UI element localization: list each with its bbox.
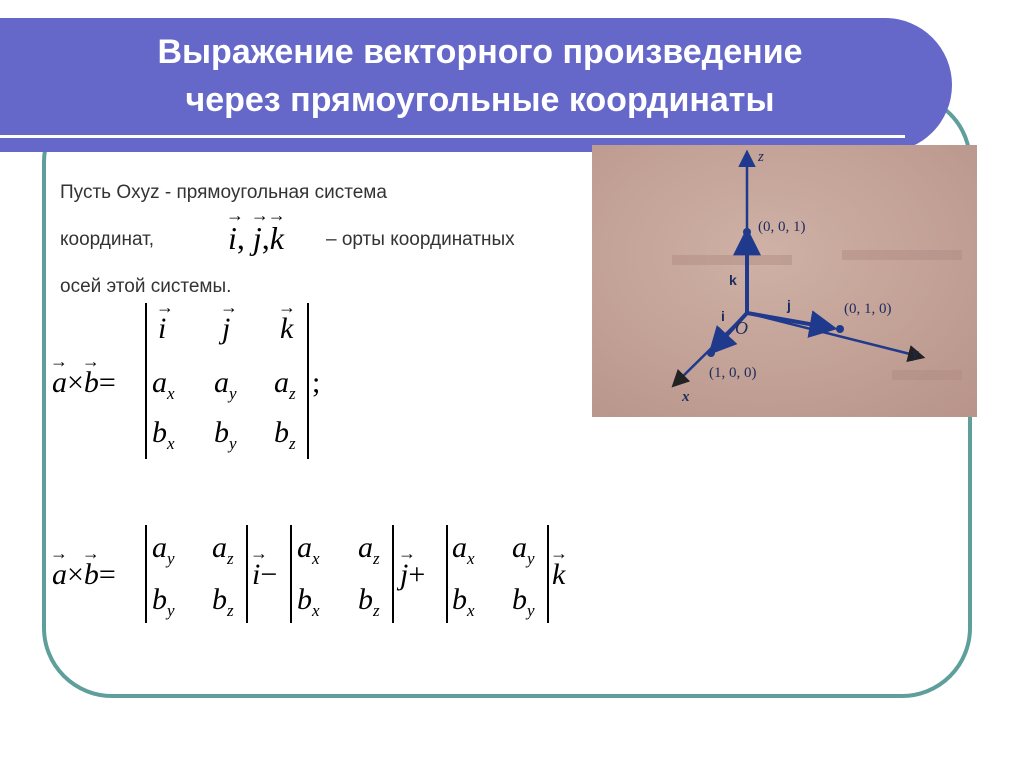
point-001-dot <box>743 228 751 236</box>
f2-j-plus <box>400 560 425 590</box>
slide-title <box>60 28 900 124</box>
formula1-lhs <box>52 368 116 398</box>
det2a-r2c2 <box>212 583 234 620</box>
origin-label: O <box>735 318 748 338</box>
formula2-lhs <box>52 560 116 590</box>
det1-ax-sub: x <box>167 384 175 403</box>
x-label: x <box>682 389 690 405</box>
det1-right-bar <box>307 303 309 459</box>
det1-ax-a: a <box>152 366 167 399</box>
det1-j: → j <box>222 314 230 344</box>
f2-vec-k: → k <box>552 560 565 590</box>
title-line-1: Выражение векторного произведение <box>157 33 803 71</box>
equals-sign: = <box>98 366 116 399</box>
point-010-dot <box>836 325 844 333</box>
det2c-r1c1 <box>452 531 475 568</box>
det1-ay-a: a <box>214 366 229 399</box>
d2b-az-sub: z <box>373 549 380 568</box>
para-line-2a: координат, <box>60 229 155 250</box>
d2c-ay-a: a <box>512 531 527 564</box>
d2c-ax-a: a <box>452 531 467 564</box>
det1-az-a: a <box>274 366 289 399</box>
d2b-bz-b: b <box>358 583 373 616</box>
d2a-bz-sub: z <box>227 601 234 620</box>
det1-bx-sub: x <box>167 434 175 453</box>
det2b-r2c1 <box>297 583 320 620</box>
det1-by-b: b <box>214 416 229 449</box>
faint-text-2 <box>842 250 962 260</box>
det1-r1c3 <box>280 314 293 344</box>
para-line-1: Пусть Oxyz - прямоугольная система <box>60 182 387 203</box>
det2b-r1c2 <box>358 531 380 568</box>
det2c-r2c2 <box>512 583 535 620</box>
det2c-r2c1 <box>452 583 475 620</box>
det1-r1c2 <box>222 314 230 344</box>
j-label: j <box>787 297 791 313</box>
vec-k: → k <box>270 222 284 254</box>
det1-r2c3 <box>274 366 296 403</box>
y-label: y <box>912 346 919 362</box>
para-line-2b: – орты координатных <box>326 229 515 250</box>
d2a-az-sub: z <box>227 549 234 568</box>
det2c-left-bar <box>446 525 448 623</box>
d2a-bz-b: b <box>212 583 227 616</box>
minus-sign: − <box>260 558 278 591</box>
d2a-az-a: a <box>212 531 227 564</box>
det2b-left-bar <box>290 525 292 623</box>
det2a-r1c2 <box>212 531 234 568</box>
point-001-label: (0, 0, 1) <box>758 219 806 235</box>
det2b-right-bar <box>392 525 394 623</box>
semicolon: ; <box>312 366 321 399</box>
d2c-ax-sub: x <box>467 549 475 568</box>
i-label: i <box>721 308 725 324</box>
det1-k: → k <box>280 314 293 344</box>
plus-sign: + <box>408 558 426 591</box>
vec-a-2: → a <box>52 560 67 590</box>
k-label: k <box>729 272 737 288</box>
point-100-dot <box>707 349 715 357</box>
title-line-2: через прямоугольные координаты <box>185 81 775 119</box>
f2-i-minus <box>252 560 277 590</box>
det1-r2c1 <box>152 366 175 403</box>
d2c-bx-sub: x <box>467 601 475 620</box>
z-label: z <box>758 149 764 165</box>
f2-vec-j: → j <box>400 560 408 590</box>
unit-vectors <box>228 222 284 254</box>
det1-left-bar <box>145 303 147 459</box>
det2a-r1c1 <box>152 531 175 568</box>
det2a-left-bar <box>145 525 147 623</box>
det1-az-sub: z <box>289 384 296 403</box>
faint-text-3 <box>892 370 962 380</box>
d2c-by-sub: y <box>527 601 535 620</box>
comma-1: , <box>236 220 245 256</box>
det2a-right-bar <box>246 525 248 623</box>
det1-r2c2 <box>214 366 237 403</box>
det1-bz-b: b <box>274 416 289 449</box>
det1-r1c1 <box>158 314 166 344</box>
det1-r3c1 <box>152 416 175 453</box>
vec-j: → j <box>253 222 262 254</box>
det1-i: → i <box>158 314 166 344</box>
d2a-ay-a: a <box>152 531 167 564</box>
det1-ay-sub: y <box>229 384 237 403</box>
det2b-r2c2 <box>358 583 380 620</box>
vec-b: → b <box>84 368 99 398</box>
det1-r3c2 <box>214 416 237 453</box>
det2c-right-bar <box>547 525 549 623</box>
d2b-bz-sub: z <box>373 601 380 620</box>
det2b-r1c1 <box>297 531 320 568</box>
det1-bx-b: b <box>152 416 167 449</box>
det2a-r2c1 <box>152 583 175 620</box>
f2-vec-i: → i <box>252 560 260 590</box>
title-underline <box>0 135 905 138</box>
comma-2: , <box>261 220 270 256</box>
det2c-r1c2 <box>512 531 535 568</box>
d2b-az-a: a <box>358 531 373 564</box>
d2c-ay-sub: y <box>527 549 535 568</box>
d2b-ax-sub: x <box>312 549 320 568</box>
point-100-label: (1, 0, 0) <box>709 365 757 381</box>
d2c-bx-b: b <box>452 583 467 616</box>
det1-r3c3 <box>274 416 296 453</box>
d2b-bx-b: b <box>297 583 312 616</box>
d2b-bx-sub: x <box>312 601 320 620</box>
d2b-ax-a: a <box>297 531 312 564</box>
times-sign-2: × <box>67 558 84 591</box>
equals-sign-2: = <box>98 558 116 591</box>
times-sign: × <box>67 366 84 399</box>
point-010-label: (0, 1, 0) <box>844 301 892 317</box>
det1-bz-sub: z <box>289 434 296 453</box>
d2a-by-b: b <box>152 583 167 616</box>
para-line-3: осей этой системы. <box>60 276 232 297</box>
d2c-by-b: b <box>512 583 527 616</box>
faint-text-1 <box>672 255 792 265</box>
d2a-by-sub: y <box>167 601 175 620</box>
vec-a: → a <box>52 368 67 398</box>
vec-b-2: → b <box>84 560 99 590</box>
f2-k <box>552 560 565 590</box>
coordinate-system-photo <box>592 145 977 417</box>
det1-by-sub: y <box>229 434 237 453</box>
d2a-ay-sub: y <box>167 549 175 568</box>
vec-i: → i <box>228 222 237 254</box>
